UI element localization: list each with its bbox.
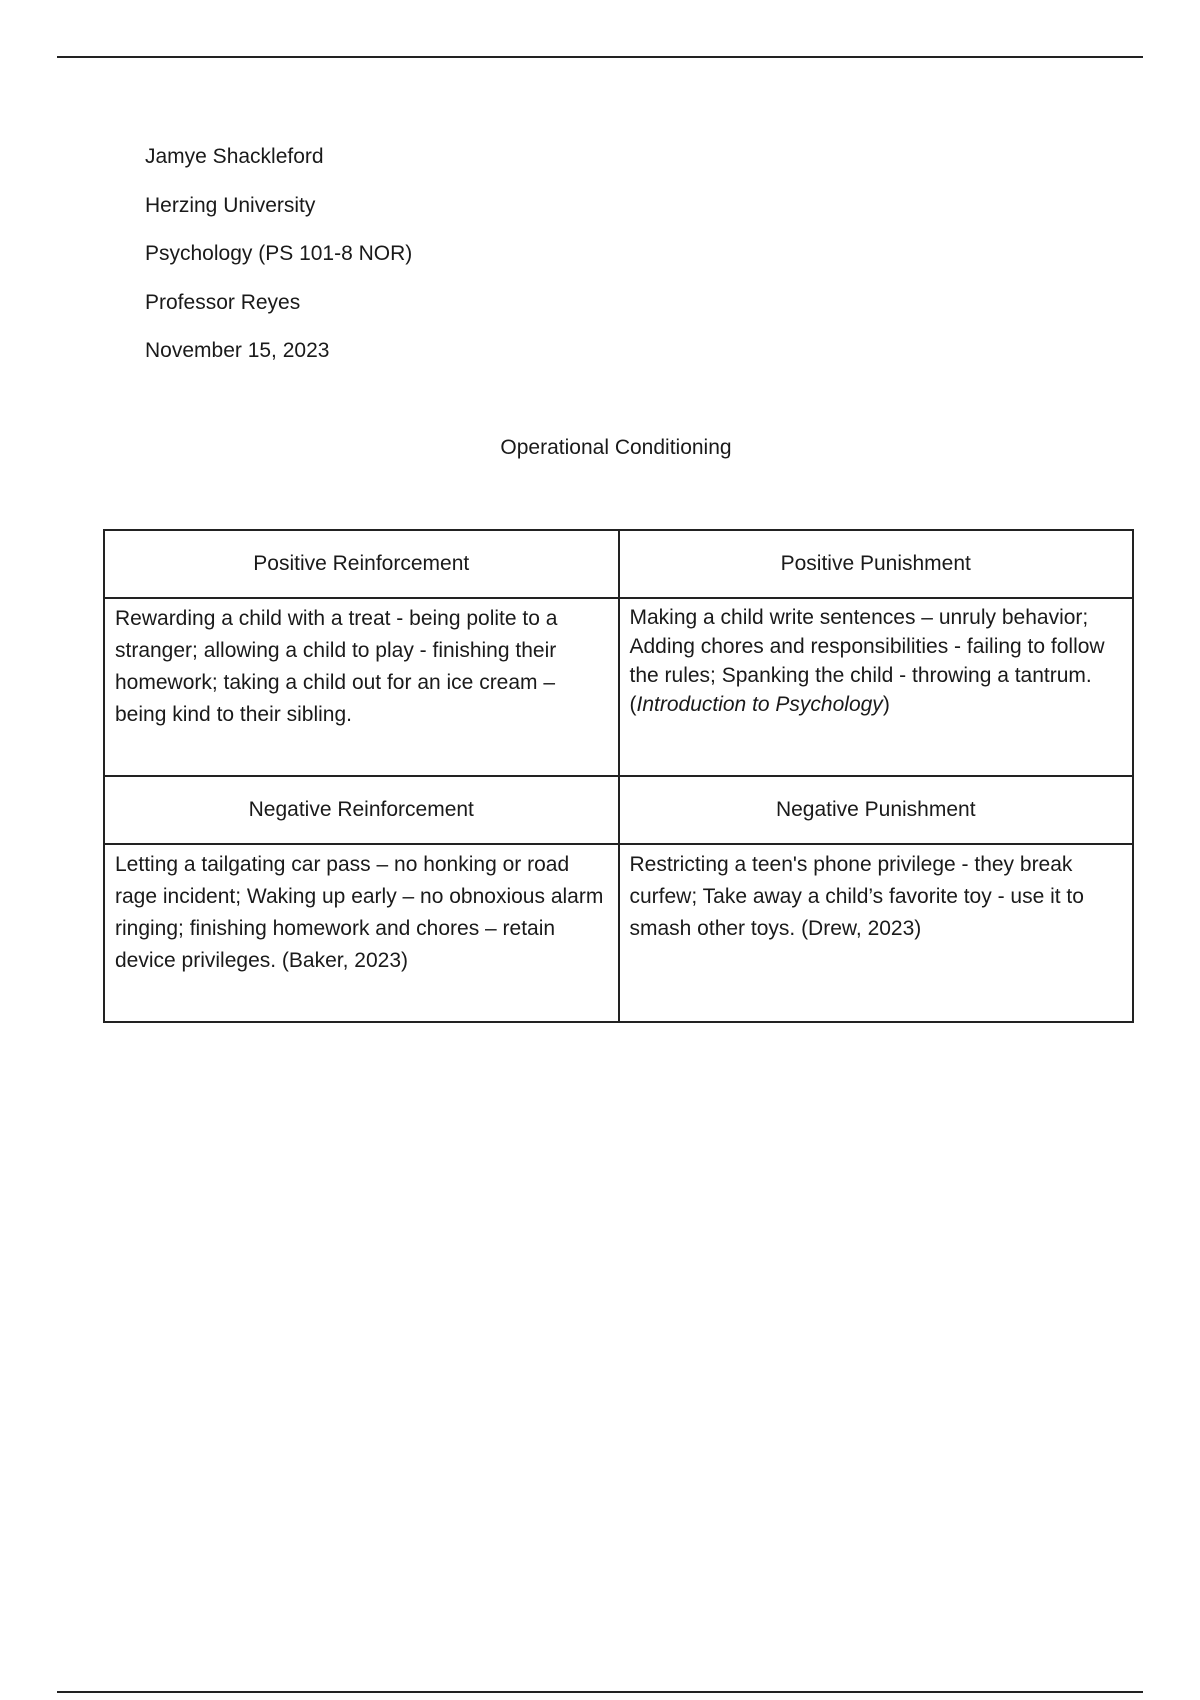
negative-punishment-examples: Restricting a teen's phone privilege - they break curfew; Take away a child’s favorite toy - use it to smash other toys. (Drew, 2023) [619, 844, 1134, 1022]
instructor-name: Professor Reyes [145, 290, 301, 314]
author-name: Jamye Shackleford [145, 145, 324, 168]
table-row [104, 598, 1133, 776]
positive-reinforcement-examples: Rewarding a child with a treat - being polite to a stranger; allowing a child to play - finishing their homework; taking a child out for an ice cream – being kind to their sibling. [104, 598, 619, 776]
conditioning-table [103, 529, 1134, 1023]
citation-title: Introduction to Psychology [636, 693, 883, 716]
course-name: Psychology (PS 101-8 NOR) [145, 242, 413, 265]
document-date: November 15, 2023 [145, 339, 330, 362]
bottom-rule [57, 1691, 1143, 1693]
top-rule [57, 56, 1143, 58]
table-row [104, 776, 1133, 844]
citation-close: ) [882, 693, 890, 716]
table-row [104, 844, 1133, 1022]
document-title: Operational Conditioning [500, 436, 732, 459]
negative-punishment-heading: Negative Punishment [619, 776, 1134, 844]
positive-punishment-text: Making a child write sentences – unruly behavior; Adding chores and responsibilities - failing to follow the rules; Spanking the child - throwing a tantrum. ( [629, 606, 1105, 716]
negative-reinforcement-heading: Negative Reinforcement [104, 776, 619, 844]
positive-punishment-heading: Positive Punishment [619, 530, 1134, 598]
table-row [104, 530, 1133, 598]
heading-block [145, 145, 412, 388]
negative-reinforcement-examples: Letting a tailgating car pass – no honking or road rage incident; Waking up early – no obnoxious alarm ringing; finishing homework and chores – retain device privileges. (Baker, 2023) [104, 844, 619, 1022]
institution-name: Herzing University [145, 193, 316, 217]
positive-punishment-examples [619, 598, 1134, 776]
positive-reinforcement-heading: Positive Reinforcement [104, 530, 619, 598]
